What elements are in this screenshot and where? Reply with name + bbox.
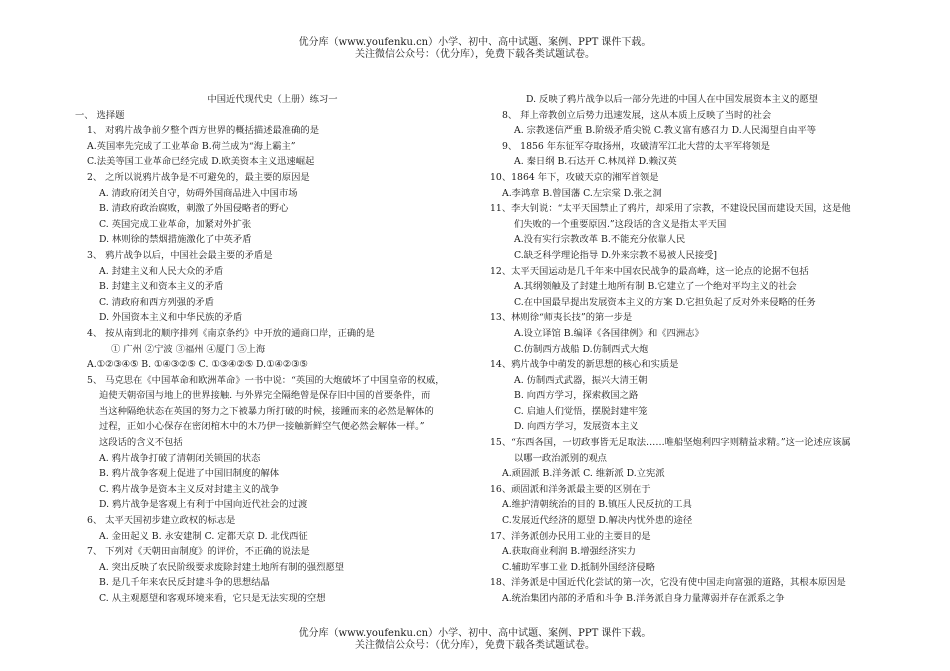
right-column — [490, 92, 890, 607]
question-18: 18、洋务派是中国近代化尝试的第一次，它没有使中国走向富强的道路，其根本原因是 — [490, 577, 846, 589]
page-header — [0, 37, 950, 61]
question-5: 5、 马克思在《中国革命和欧洲革命》一书中说：“英国的大炮破坏了中国皇帝的权威， — [87, 374, 445, 386]
q11-stem-cont: 们失败的一个重要原因.”这段话的含义是指太平天国 — [514, 218, 727, 230]
q11-options-ab: A.没有实行宗教改革 B.不能充分依靠人民 — [514, 234, 686, 246]
q18-options-ab: A.统治集团内部的矛盾和斗争 B.洋务派自身力量薄弱并存在派系之争 — [502, 593, 785, 604]
question-15: 15、“东西各国，一切政事皆无足取法……唯船坚炮利四字则精益求精。”这一论述应该属 — [490, 437, 851, 449]
q16-options-ab: A.维护清朝统治的目的 B.镇压人民反抗的工具 — [502, 499, 692, 511]
q10-options: A.李鸿章 B.曾国藩 C.左宗棠 D.张之洞 — [502, 187, 662, 199]
q17-options-cd: C.辅助军事工业 D.抵制外国经济侵略 — [502, 561, 655, 573]
question-17: 17、洋务派创办民用工业的主要目的是 — [490, 530, 651, 542]
q14-option-a: A. 仿制西式武器，振兴大清王朝 — [514, 374, 648, 386]
q4-options: A.①②③④⑤ B. ①④③②⑤ C. ①③④②⑤ D.①④②③⑤ — [87, 359, 308, 371]
q5-stem-end: 这段话的含义不包括 — [99, 437, 183, 449]
q3-option-b: B. 封建主义和资本主义的矛盾 — [99, 281, 224, 293]
q3-option-d: D. 外国资本主义和中华民族的矛盾 — [99, 312, 243, 324]
q2-option-a: A. 清政府闭关自守，妨碍外国商品进入中国市场 — [99, 187, 298, 199]
q6-options: A. 金田起义 B. 永安建制 C. 定都天京 D. 北伐西征 — [99, 530, 308, 542]
q2-option-c: C. 英国完成工业革命，加紧对外扩张 — [99, 218, 252, 230]
q12-options-ab: A.其纲领触及了封建土地所有制 B.它建立了一个绝对平均主义的社会 — [514, 281, 797, 293]
q12-options-cd: C.在中国最早提出发展资本主义的方案 D.它担负起了反对外来侵略的任务 — [514, 296, 816, 308]
q14-option-b: B. 向西方学习，探索救国之路 — [514, 390, 639, 402]
document-title: 中国近代现代史（上册）练习一 — [207, 94, 338, 105]
q16-options-cd: C.发展近代经济的愿望 D.解决内忧外患的途径 — [502, 515, 693, 527]
q15-stem-cont: 以哪一政治派别的观点 — [514, 452, 607, 464]
question-11: 11、李大钊说：“太平天国禁止了鸦片，却采用了宗教，不建设民国而建设天国，这是他 — [490, 203, 851, 215]
question-10: 10、1864 年下，攻破天京的湘军首领是 — [490, 171, 659, 183]
q11-options-cd: C.缺乏科学理论指导 D.外来宗教不易被人民接受] — [514, 249, 718, 261]
left-column — [75, 92, 470, 607]
question-7: 7、 下列对《天朝田亩制度》的评价，不正确的说法是 — [87, 546, 310, 558]
q5-option-b: B. 鸦片战争客观上促进了中国旧制度的解体 — [99, 468, 280, 480]
q7-option-c: C. 从主观愿望和客观环境来看，它只是无法实现的空想 — [99, 593, 326, 604]
q14-option-d: D. 向西方学习，发展资本主义 — [514, 421, 639, 433]
q4-ports: ① 广州 ②宁波 ③福州 ④厦门 ⑤上海 — [111, 343, 266, 355]
q13-options-ab: A.设立译馆 B.编译《各国律例》和《四洲志》 — [514, 327, 704, 339]
q1-options-ab: A.英国率先完成了工业革命 B.荷兰成为“海上霸主” — [87, 140, 296, 152]
header-line-1: 优分库（www.youfenku.cn）小学、初中、高中试题、案例、PPT 课件下载。 — [298, 37, 652, 48]
footer-line-1: 优分库（www.youfenku.cn）小学、初中、高中试题、案例、PPT 课件下载。 — [298, 628, 652, 639]
q1-options-cd: C.法美等国工业革命已经完成 D.欧美资本主义迅速崛起 — [87, 156, 315, 168]
q7-option-a: A. 突出反映了农民阶级要求废除封建土地所有制的强烈愿望 — [99, 561, 345, 573]
q7-option-b: B. 是几千年来农民反封建斗争的思想结晶 — [99, 577, 270, 589]
q2-option-b: B. 清政府政治腐败，刺激了外国侵略者的野心 — [99, 203, 289, 215]
q5-option-d: D. 鸦片战争是客观上有利于中国向近代社会的过渡 — [99, 499, 308, 511]
question-8: 8、 拜上帝教创立后势力迅速发展，这从本质上反映了当时的社会 — [502, 109, 772, 121]
question-9: 9、 1856 年东征军夺取扬州，攻破清军江北大营的太平军将领是 — [502, 140, 770, 152]
q5-quote-line-3: 当这种隔绝状态在英国的努力之下被暴力所打破的时候，接踵而来的必然是解体的 — [99, 405, 434, 417]
question-6: 6、 太平天国初步建立政权的标志是 — [87, 515, 236, 527]
q3-option-a: A. 封建主义和人民大众的矛盾 — [99, 265, 224, 277]
question-14: 14、鸦片战争中萌发的新思想的核心和实质是 — [490, 359, 679, 371]
question-4: 4、 按从南到北的顺序排列《南京条约》中开放的通商口岸，正确的是 — [87, 327, 375, 339]
q9-options: A. 秦日纲 B.石达开 C.林凤祥 D.赖汉英 — [514, 156, 677, 168]
q8-options: A. 宗教迷信严重 B.阶级矛盾尖锐 C.教义富有感召力 D.人民渴望自由平等 — [514, 125, 817, 137]
question-2: 2、 之所以说鸦片战争是不可避免的，最主要的原因是 — [87, 171, 310, 183]
question-16: 16、顽固派和洋务派最主要的区别在于 — [490, 483, 651, 495]
question-13: 13、林则徐“师夷长技”的第一步是 — [490, 312, 633, 324]
q3-option-c: C. 清政府和西方列强的矛盾 — [99, 296, 214, 308]
question-3: 3、 鸦片战争以后，中国社会最主要的矛盾是 — [87, 249, 273, 261]
footer-line-2: 关注微信公众号：（优分库），免费下载各类试题试卷。 — [355, 640, 595, 651]
q13-options-cd: C.仿制西方战船 D.仿制西式大炮 — [514, 343, 649, 355]
q5-quote-line-2: 迫使天朝帝国与地上的世界接触. 与外界完全隔绝曾是保存旧中国的首要条件，而 — [99, 390, 431, 402]
q7-option-d: D. 反映了鸦片战争以后一部分先进的中国人在中国发展资本主义的愿望 — [526, 94, 818, 105]
page-footer — [0, 628, 950, 652]
q5-option-a: A. 鸦片战争打破了清朝闭关锁国的状态 — [99, 452, 261, 464]
q14-option-c: C. 启迪人们觉悟，摆脱封建牢笼 — [514, 405, 648, 417]
q5-option-c: C. 鸦片战争是资本主义反对封建主义的战争 — [99, 483, 280, 495]
q15-options: A.顽固派 B.洋务派 C. 维新派 D.立宪派 — [502, 468, 665, 480]
q5-quote-line-4: 过程，正如小心保存在密闭棺木中的木乃伊一接触新鲜空气便必然会解体一样。” — [99, 421, 425, 433]
q17-options-ab: A.获取商业利润 B.增强经济实力 — [502, 546, 636, 558]
header-line-2: 关注微信公众号：（优分库），免费下载各类试题试卷。 — [355, 49, 595, 60]
question-1: 1、 对鸦片战争前夕整个西方世界的概括描述最准确的是 — [87, 125, 319, 137]
section-heading: 一、 选择题 — [75, 109, 125, 121]
question-12: 12、太平天国运动是几千年来中国农民战争的最高峰，这一论点的论据不包括 — [490, 265, 809, 277]
q2-option-d: D. 林则徐的禁烟措施激化了中英矛盾 — [99, 234, 252, 246]
